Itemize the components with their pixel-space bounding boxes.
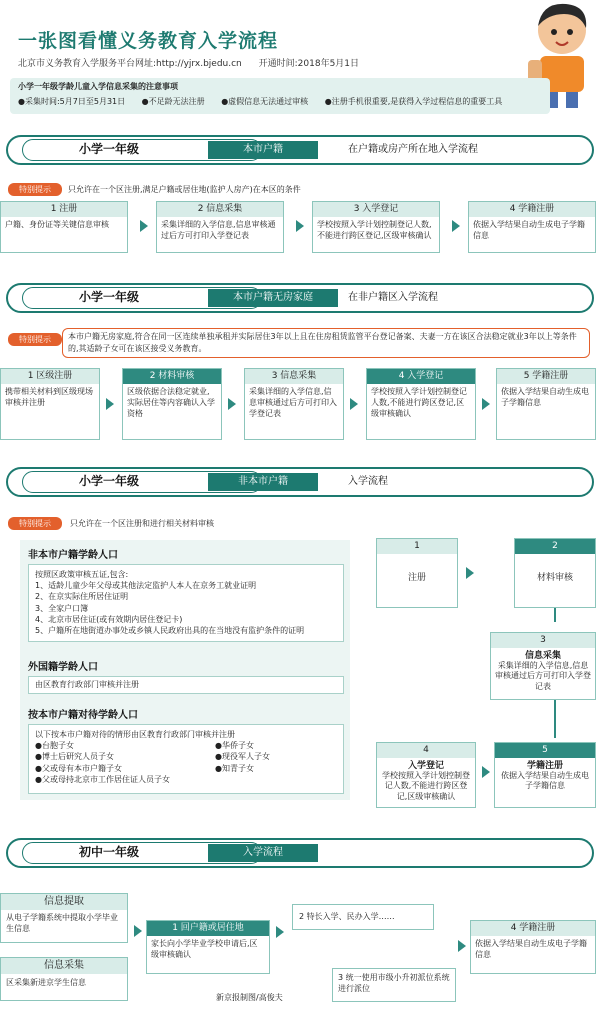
info-extract-box bbox=[0, 893, 128, 943]
section4-banner bbox=[6, 838, 594, 868]
section4-label: 初中一年级 bbox=[22, 842, 262, 864]
connector bbox=[554, 700, 556, 738]
arrow-icon bbox=[228, 398, 236, 410]
section2-category: 本市户籍无房家庭 bbox=[208, 289, 338, 307]
group3-item: ●现役军人子女 bbox=[215, 752, 270, 762]
step-title: 4 入学登记 bbox=[367, 369, 475, 384]
step-body: 家长向小学毕业学校申请后,区级审核确认 bbox=[151, 939, 258, 959]
step-body: 依据入学结果自动生成电子学籍信息 bbox=[473, 220, 585, 240]
group3-item: ●父或母持北京市工作居住证人员子女 bbox=[35, 774, 170, 784]
step-body: 采集详细的入学信息,信息审核通过后方可打印入学登记表 bbox=[161, 220, 276, 240]
section2-step-1 bbox=[0, 368, 100, 440]
section4-step-2: 2 特长入学、民办入学…… bbox=[292, 904, 434, 930]
open-time: 开通时间:2018年5月1日 bbox=[258, 59, 360, 69]
step-title: 4 学籍注册 bbox=[469, 202, 595, 217]
connector bbox=[554, 608, 556, 622]
section1-tip: 只允许在一个区注册,满足户籍或居住地(监护人房产)在本区的条件 bbox=[68, 185, 301, 194]
notice-item: ●不足龄无法注册 bbox=[141, 97, 205, 106]
group3-item: ●知青子女 bbox=[215, 763, 254, 773]
step-title: 5 学籍注册 bbox=[497, 369, 595, 384]
group3-item: ●父或母有本市户籍子女 bbox=[35, 763, 122, 773]
step-title: 材料审核 bbox=[536, 573, 573, 583]
section1-step-3 bbox=[312, 201, 440, 253]
notice-item: ●采集时间:5月7日至5月31日 bbox=[18, 97, 126, 106]
section4-step-4 bbox=[470, 920, 596, 974]
group2-text: 由区教育行政部门审核并注册 bbox=[28, 676, 344, 694]
section2-step-5 bbox=[496, 368, 596, 440]
group1-line: 1、适龄儿童少年父母或其他法定监护人本人在京务工就业证明 bbox=[35, 581, 257, 591]
step-number: 2 bbox=[515, 539, 595, 554]
arrow-icon bbox=[134, 925, 142, 937]
group3-box bbox=[28, 724, 344, 794]
section2-step-3 bbox=[244, 368, 344, 440]
group1-box bbox=[28, 564, 344, 642]
group3-intro: 以下按本市户籍对待的情形由区教育行政部门审核并注册 bbox=[35, 730, 235, 739]
section1-flow-title: 在户籍或房产所在地入学流程 bbox=[348, 144, 478, 155]
step-body: 携带相关材料到区级现场审核并注册 bbox=[5, 387, 93, 407]
group3-item: ●台胞子女 bbox=[35, 741, 74, 751]
notice-item: ●虚假信息无法通过审核 bbox=[221, 97, 309, 106]
step-body: 学校按照入学计划控制登记人数,不能进行跨区登记,区级审核确认 bbox=[371, 387, 467, 418]
step-number: 4 bbox=[377, 743, 475, 758]
step-title: 1 回户籍或居住地 bbox=[147, 921, 269, 936]
step-title: 信息采集 bbox=[524, 651, 561, 661]
step-number: 3 bbox=[491, 633, 595, 648]
step-title: 2 材料审核 bbox=[123, 369, 221, 384]
section2-tip: 本市户籍无房家庭,符合在同一区连续单独承租并实际居住3年以上且在住房租赁监管平台登记备案、夫妻一方在该区合法稳定就业3年以上等条件的,其适龄子女可在该区接受义务教育。 bbox=[62, 328, 590, 358]
info-extract-body: 从电子学籍系统中提取小学毕业生信息 bbox=[6, 913, 118, 933]
step-body: 户籍、身份证等关键信息审核 bbox=[5, 220, 109, 229]
step-title: 1 区级注册 bbox=[1, 369, 99, 384]
section1-category: 本市户籍 bbox=[208, 141, 318, 159]
section1-banner bbox=[6, 135, 594, 165]
step-body: 学校按照入学计划控制登记人数,不能进行跨区登记,区级审核确认 bbox=[382, 771, 470, 801]
step-title: 2 信息采集 bbox=[157, 202, 283, 217]
info-collect-box bbox=[0, 957, 128, 1001]
group1-line: 3、全家户口簿 bbox=[35, 603, 89, 613]
section2-step-2 bbox=[122, 368, 222, 440]
section3-banner bbox=[6, 467, 594, 497]
section4-step-3: 3 统一使用市级小升初派位系统进行派位 bbox=[332, 968, 456, 1002]
section2-flow-title: 在非户籍区入学流程 bbox=[348, 292, 438, 303]
arrow-icon bbox=[482, 766, 490, 778]
group3-title: 按本市户籍对待学龄人口 bbox=[28, 710, 138, 721]
credit: 新京报制图/高俊夫 bbox=[216, 993, 283, 1002]
left-panel bbox=[20, 540, 350, 800]
step-title: 学籍注册 bbox=[526, 761, 563, 771]
step-body: 学校按照入学计划控制登记人数,不能进行跨区登记,区级审核确认 bbox=[317, 220, 432, 240]
flow-step-3 bbox=[490, 632, 596, 700]
notice-box bbox=[10, 78, 550, 114]
group3-item: ●博士后研究人员子女 bbox=[35, 752, 114, 762]
step-body: 依据入学结果自动生成电子学籍信息 bbox=[501, 387, 589, 407]
section1-step-1 bbox=[0, 201, 128, 253]
platform-url: 北京市义务教育入学服务平台网址:http://yjrx.bjedu.cn bbox=[18, 59, 242, 69]
section1-label: 小学一年级 bbox=[22, 139, 262, 161]
section3-label: 小学一年级 bbox=[22, 471, 262, 493]
group1-line: 2、在京实际住所居住证明 bbox=[35, 592, 129, 602]
flow-step-1 bbox=[376, 538, 458, 608]
step-number: 1 bbox=[377, 539, 457, 554]
step-title: 3 入学登记 bbox=[313, 202, 439, 217]
step-body: 依据入学结果自动生成电子学籍信息 bbox=[475, 939, 587, 959]
section1-step-4 bbox=[468, 201, 596, 253]
info-collect-title: 信息采集 bbox=[1, 958, 127, 974]
flow-step-5 bbox=[494, 742, 596, 808]
flow-step-2 bbox=[514, 538, 596, 608]
group1-title: 非本市户籍学龄人口 bbox=[28, 550, 118, 561]
arrow-icon bbox=[452, 220, 460, 232]
flow-step-4 bbox=[376, 742, 476, 808]
step-title: 4 学籍注册 bbox=[471, 921, 595, 936]
header-subtitle bbox=[18, 56, 373, 69]
info-extract-title: 信息提取 bbox=[1, 894, 127, 910]
step-number: 5 bbox=[495, 743, 595, 758]
step-title: 注册 bbox=[407, 573, 426, 583]
page-title: 一张图看懂义务教育入学流程 bbox=[18, 30, 279, 52]
notice-item: ●注册手机很重要,是获得入学过程信息的重要工具 bbox=[324, 97, 503, 106]
notice-title: 小学一年级学龄儿童入学信息采集的注意事项 bbox=[18, 82, 178, 91]
group2-title: 外国籍学龄人口 bbox=[28, 662, 98, 673]
info-collect-body: 区采集新进京学生信息 bbox=[6, 978, 86, 987]
arrow-icon bbox=[466, 567, 474, 579]
step-title: 3 信息采集 bbox=[245, 369, 343, 384]
step-title: 入学登记 bbox=[407, 761, 444, 771]
group1-line: 4、北京市居住证(或有效期内居住登记卡) bbox=[35, 614, 183, 624]
group1-line: 按照区政策审核五证,包含: bbox=[35, 570, 129, 579]
section3-tip: 只允许在一个区注册和进行相关材料审核 bbox=[70, 519, 214, 528]
section3-flow-title: 入学流程 bbox=[348, 476, 388, 487]
section2-tip-tag: 特别提示 bbox=[8, 333, 62, 346]
section3-category: 非本市户籍 bbox=[208, 473, 318, 491]
step-body: 区级依据合法稳定就业,实际居住等内容确认入学资格 bbox=[127, 387, 215, 418]
arrow-icon bbox=[350, 398, 358, 410]
section2-label: 小学一年级 bbox=[22, 287, 262, 309]
section4-category: 入学流程 bbox=[208, 844, 318, 862]
group1-line: 5、户籍所在地街道办事处或乡镇人民政府出具的在当地没有监护条件的证明 bbox=[35, 625, 305, 635]
section3-tip-tag: 特别提示 bbox=[8, 517, 62, 530]
section2-banner bbox=[6, 283, 594, 313]
arrow-icon bbox=[482, 398, 490, 410]
step-body: 采集详细的入学信息,信息审核通过后方可打印入学登记表 bbox=[495, 661, 591, 691]
section2-step-4 bbox=[366, 368, 476, 440]
section4-step-1 bbox=[146, 920, 270, 974]
arrow-icon bbox=[106, 398, 114, 410]
arrow-icon bbox=[140, 220, 148, 232]
step-title: 1 注册 bbox=[1, 202, 127, 217]
arrow-icon bbox=[458, 940, 466, 952]
arrow-icon bbox=[276, 926, 284, 938]
group3-item: ●华侨子女 bbox=[215, 741, 254, 751]
notice-items bbox=[18, 96, 542, 107]
step-body: 依据入学结果自动生成电子学籍信息 bbox=[501, 771, 589, 791]
section1-step-2 bbox=[156, 201, 284, 253]
step-body: 采集详细的入学信息,信息审核通过后方可打印入学登记表 bbox=[249, 387, 337, 418]
arrow-icon bbox=[296, 220, 304, 232]
section1-tip-tag: 特别提示 bbox=[8, 183, 62, 196]
